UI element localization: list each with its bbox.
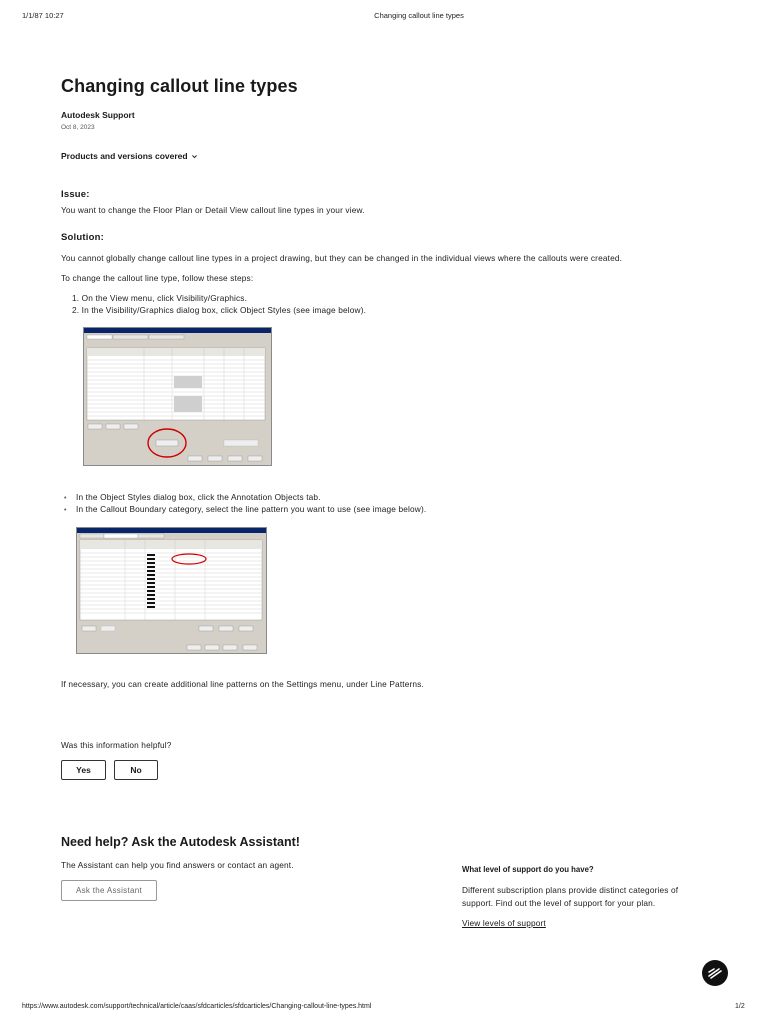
bullet-list: [64, 491, 426, 515]
object-styles-screenshot: [76, 527, 267, 654]
visibility-graphics-screenshot: [83, 327, 272, 466]
feedback-question: Was this information helpful?: [61, 740, 172, 750]
issue-heading: Issue:: [61, 189, 90, 200]
help-text: The Assistant can help you find answers or contact an agent.: [61, 860, 294, 870]
page-title: Changing callout line types: [61, 76, 298, 96]
line-patterns-note: If necessary, you can create additional line patterns on the Settings menu, under Line Patterns.: [61, 679, 424, 689]
no-button[interactable]: No: [114, 760, 158, 780]
view-support-levels-link[interactable]: View levels of support: [462, 918, 546, 928]
products-versions-toggle[interactable]: [61, 151, 198, 161]
support-heading: What level of support do you have?: [462, 865, 594, 874]
ask-assistant-button[interactable]: Ask the Assistant: [61, 880, 157, 901]
products-toggle-label: Products and versions covered: [61, 151, 188, 161]
solution-text: You cannot globally change callout line types in a project drawing, but they can be changed in the individual views where the callouts were created.: [61, 253, 623, 263]
print-datetime: 1/1/87 10:27: [22, 11, 64, 20]
visibility-graphics-dialog-image: [84, 328, 271, 465]
print-page-number: 1/2: [735, 1003, 745, 1010]
print-doc-title: Changing callout line types: [374, 11, 464, 20]
issue-text: You want to change the Floor Plan or Detail View callout line types in your view.: [61, 205, 365, 215]
support-text-2: support. Find out the level of support for your plan.: [462, 898, 656, 908]
solution-heading: Solution:: [61, 232, 104, 243]
list-item: • In the Object Styles dialog box, click the Annotation Objects tab.: [64, 491, 426, 503]
steps-list: [72, 292, 366, 316]
author: Autodesk Support: [61, 110, 135, 120]
list-item: 1. On the View menu, click Visibility/Graphics.: [72, 293, 248, 303]
steps-intro: To change the callout line type, follow these steps:: [61, 273, 254, 283]
print-url: https://www.autodesk.com/support/technical/article/caas/sfdcarticles/sfdcarticles/Changing-callout-line-types.html: [22, 1003, 372, 1010]
assistant-chat-button[interactable]: [702, 960, 728, 986]
assistant-chat-icon: [707, 966, 723, 980]
list-item: • In the Callout Boundary category, select the line pattern you want to use (see image below).: [64, 503, 426, 515]
list-item: 2. In the Visibility/Graphics dialog box, click Object Styles (see image below).: [72, 305, 367, 315]
support-text-1: Different subscription plans provide distinct categories of: [462, 885, 679, 895]
help-heading: Need help? Ask the Autodesk Assistant!: [61, 835, 300, 849]
yes-button[interactable]: Yes: [61, 760, 106, 780]
publish-date: Oct 8, 2023: [61, 124, 95, 131]
chevron-down-icon: [191, 153, 198, 160]
object-styles-dialog-image: [77, 528, 266, 653]
